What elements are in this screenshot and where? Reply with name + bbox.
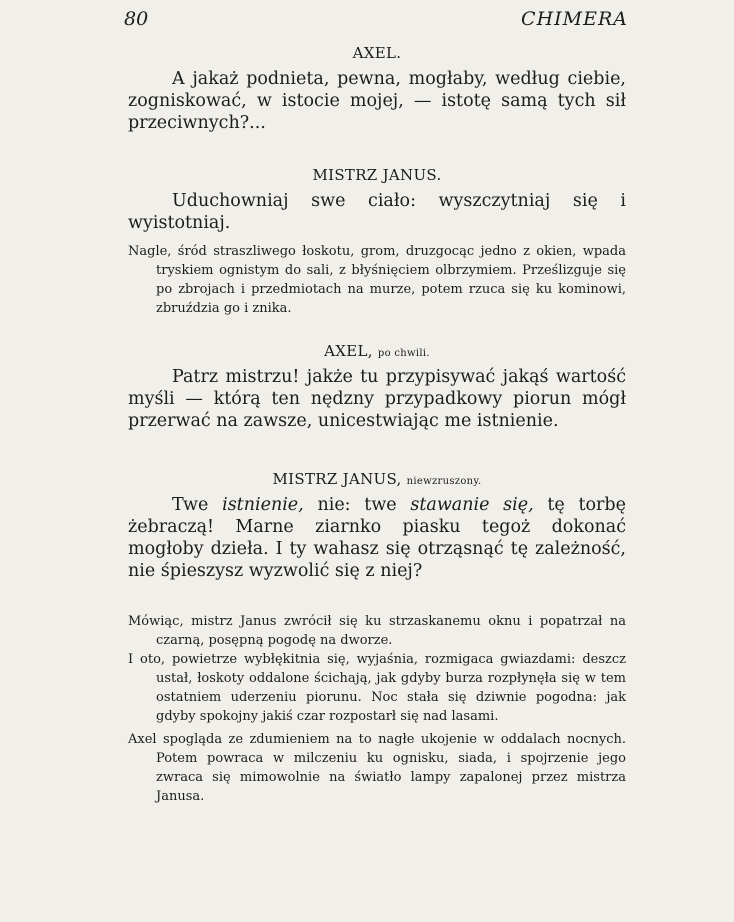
- stage-paragraph: Axel spogląda ze zdumieniem na to nagłe ukojenie w oddalach nocnych. Potem powraca w milczeniu ku ognisku, siada, i spojrzenie jego zwraca się mimowolnie na światło lampy zapalonej przez mistrza Janusa.: [128, 732, 626, 804]
- page-number: 80: [124, 8, 149, 30]
- stage-text: Nagle, śród straszliwego łoskotu, grom, druzgocąc jedno z okien, wpada tryskiem ognistym do sali, z błyśnięciem olbrzymiem. Prześlizguje się po zbrojach i przedmiotach na murze, potem rzuca się ku kominowi, zbruździa go i znika.: [128, 244, 626, 316]
- running-title: CHIMERA: [521, 8, 628, 30]
- speaker-name: AXEL.: [352, 44, 402, 62]
- speech-text: Uduchowniaj swe ciało: wyszczytniaj się i wyistotniaj.: [128, 191, 626, 233]
- speaker-name: MISTRZ JANUS.: [312, 166, 442, 184]
- speech-janus-1: [128, 166, 626, 234]
- stage-direction-2: [128, 612, 626, 806]
- speaker-name: AXEL, po chwili.: [324, 342, 430, 360]
- speech-text: A jakaż podnieta, pewna, mogłaby, według ciebie, zogniskować, w istocie mojej, — istotę samą tych sił przeciwnych?...: [128, 69, 626, 133]
- speech-axel-2: [128, 342, 626, 432]
- page-header: [124, 8, 628, 30]
- speech-janus-2: [128, 470, 626, 582]
- speaker-direction: niewzruszony.: [406, 476, 482, 487]
- speaker-name: MISTRZ JANUS, niewzruszony.: [272, 470, 482, 488]
- speech-text: Patrz mistrzu! jakże tu przypisywać jakąś wartość myśli — którą ten nędzny przypadkowy piorun mógł przerwać na zawsze, unicestwiając me istnienie.: [128, 367, 626, 431]
- stage-paragraph: I oto, powietrze wybłękitnia się, wyjaśnia, rozmigaca gwiazdami: deszcz ustał, łoskoty oddalone ścichają, jak gdyby burza rozpłynęła się w tem ostatniem uderzeniu piorunu. Noc stała się dziwnie pogodna: jak gdyby spokojny jakiś czar rozpostarł się nad lasami.: [128, 652, 626, 724]
- speaker-direction: po chwili.: [377, 348, 430, 359]
- stage-direction-1: [128, 242, 626, 318]
- speech-text: Twe istnienie, nie: twe stawanie się, tę torbę żebraczą! Marne ziarnko piasku tegoż dokonać mogłoby dzieła. I ty wahasz się otrząsnąć tę zależność, nie śpieszysz wyzwolić się z niej?: [128, 495, 626, 581]
- speech-axel-1: [128, 44, 626, 134]
- stage-paragraph: Mówiąc, mistrz Janus zwrócił się ku strzaskanemu oknu i popatrzał na czarną, posępną pogodę na dworze.: [128, 614, 626, 648]
